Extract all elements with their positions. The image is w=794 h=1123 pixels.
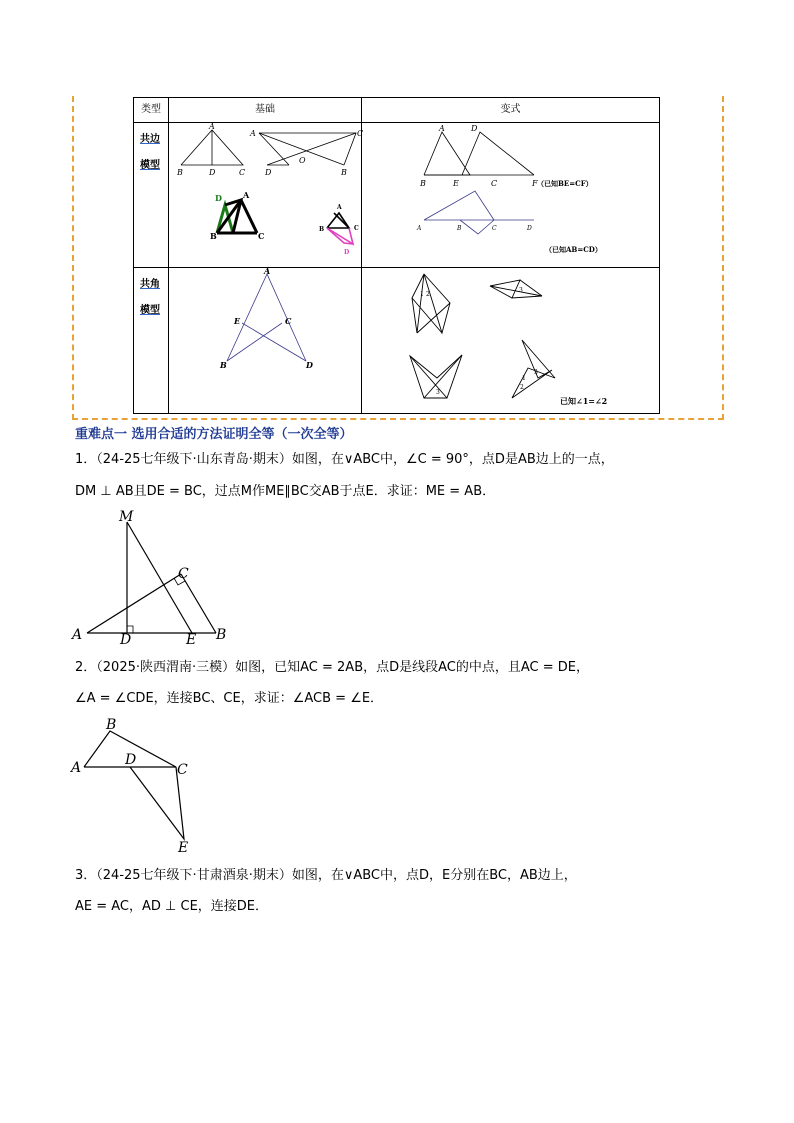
- header-type: 类型: [134, 98, 169, 123]
- problem-3-line-2: AE = AC，AD ⊥ CE，连接DE．: [75, 899, 269, 914]
- type-label: 模型: [140, 305, 160, 316]
- svg-text:C: C: [491, 179, 498, 188]
- shared-angle-basic-diagram: [169, 268, 361, 410]
- problem-2-line-2: ∠A = ∠CDE，连接BC、CE，求证：∠ACB = ∠E．: [75, 691, 384, 706]
- label-C: C: [178, 566, 189, 582]
- svg-text:B: B: [210, 231, 217, 241]
- label-E: E: [178, 840, 189, 856]
- svg-text:C: C: [258, 231, 265, 241]
- svg-text:3: 3: [436, 389, 440, 396]
- type-cell-shared-angle: [134, 268, 169, 414]
- svg-text:1: 1: [522, 375, 526, 382]
- svg-text:A: A: [439, 124, 445, 133]
- svg-text:D: D: [265, 168, 272, 177]
- variant-note: （已知AB=CD）: [545, 245, 602, 254]
- shared-angle-variant-diagram: [362, 268, 659, 410]
- label-D: D: [120, 632, 132, 648]
- svg-text:D: D: [306, 360, 313, 370]
- svg-text:3: 3: [519, 287, 523, 294]
- svg-text:A: A: [209, 122, 215, 131]
- svg-text:D: D: [209, 168, 216, 177]
- svg-text:C: C: [357, 129, 364, 138]
- svg-text:C: C: [354, 225, 359, 232]
- svg-text:3: 3: [534, 369, 538, 376]
- label-A: A: [72, 627, 83, 643]
- problem-1-line-1: 1．（24-25七年级下·山东青岛·期末）如图，在∨ABC中，∠C = 90°，点D是AB边上的一点，: [75, 452, 614, 467]
- label-B: B: [106, 717, 117, 733]
- label-M: M: [119, 509, 134, 525]
- svg-text:2: 2: [520, 384, 524, 391]
- svg-text:D: D: [344, 249, 350, 256]
- shared-side-variant-diagram: [362, 123, 659, 264]
- problem-2-figure: [70, 714, 200, 854]
- label-B: B: [216, 627, 227, 643]
- svg-text:C: C: [492, 225, 497, 232]
- header-basic: 基础: [169, 98, 362, 123]
- variant-figures-shared-angle: [362, 268, 660, 414]
- svg-text:C: C: [239, 168, 246, 177]
- type-label: 模型: [140, 160, 160, 171]
- label-C: C: [177, 762, 188, 778]
- problem-1-figure: [70, 508, 240, 648]
- svg-text:F: F: [532, 179, 538, 188]
- svg-text:B: B: [457, 225, 462, 232]
- svg-text:B: B: [420, 179, 426, 188]
- svg-text:E: E: [234, 316, 241, 326]
- svg-text:B: B: [177, 168, 183, 177]
- label-D: D: [125, 752, 137, 768]
- basic-figure-shared-angle: [169, 268, 362, 414]
- svg-text:1: 1: [420, 291, 424, 298]
- type-label: 共边: [140, 134, 160, 145]
- svg-text:B: B: [341, 168, 347, 177]
- header-variant: 变式: [362, 98, 660, 123]
- svg-text:A: A: [250, 129, 256, 138]
- model-table: [133, 97, 660, 414]
- section-title: 重难点一 选用合适的方法证明全等（一次全等）: [75, 427, 353, 442]
- svg-text:B: B: [319, 226, 325, 233]
- svg-text:A: A: [337, 204, 342, 211]
- svg-text:A: A: [417, 225, 422, 232]
- svg-text:D: D: [527, 225, 532, 232]
- svg-text:E: E: [453, 179, 459, 188]
- label-A: A: [71, 760, 82, 776]
- type-label: 共角: [140, 279, 160, 290]
- svg-text:O: O: [299, 156, 306, 165]
- problem-1-line-2: DM ⊥ AB且DE = BC，过点M作ME∥BC交AB于点E．求证：ME = AB．: [75, 484, 496, 499]
- svg-text:B: B: [220, 360, 227, 370]
- svg-text:C: C: [285, 316, 292, 326]
- svg-text:A: A: [243, 190, 250, 200]
- type-cell-shared-side: [134, 123, 169, 268]
- svg-text:D: D: [215, 193, 222, 203]
- variant-note: 已知∠1=∠2: [560, 396, 608, 406]
- svg-text:D: D: [471, 124, 478, 133]
- label-E: E: [186, 632, 197, 648]
- svg-text:A: A: [264, 266, 271, 276]
- svg-text:2: 2: [426, 291, 430, 298]
- problem-2-line-1: 2．（2025·陕西渭南·三模）如图，已知AC = 2AB，点D是线段AC的中点，且AC = DE，: [75, 660, 589, 675]
- shared-side-basic-diagram: [169, 122, 364, 264]
- problem-3-line-1: 3．（24-25七年级下·甘肃酒泉·期末）如图，在∨ABC中，点D，E分别在BC，AB边上，: [75, 868, 577, 883]
- variant-note: （已知BE=CF）: [537, 179, 593, 188]
- variant-figures-shared-side: [362, 123, 660, 268]
- basic-figures-shared-side: [169, 123, 362, 268]
